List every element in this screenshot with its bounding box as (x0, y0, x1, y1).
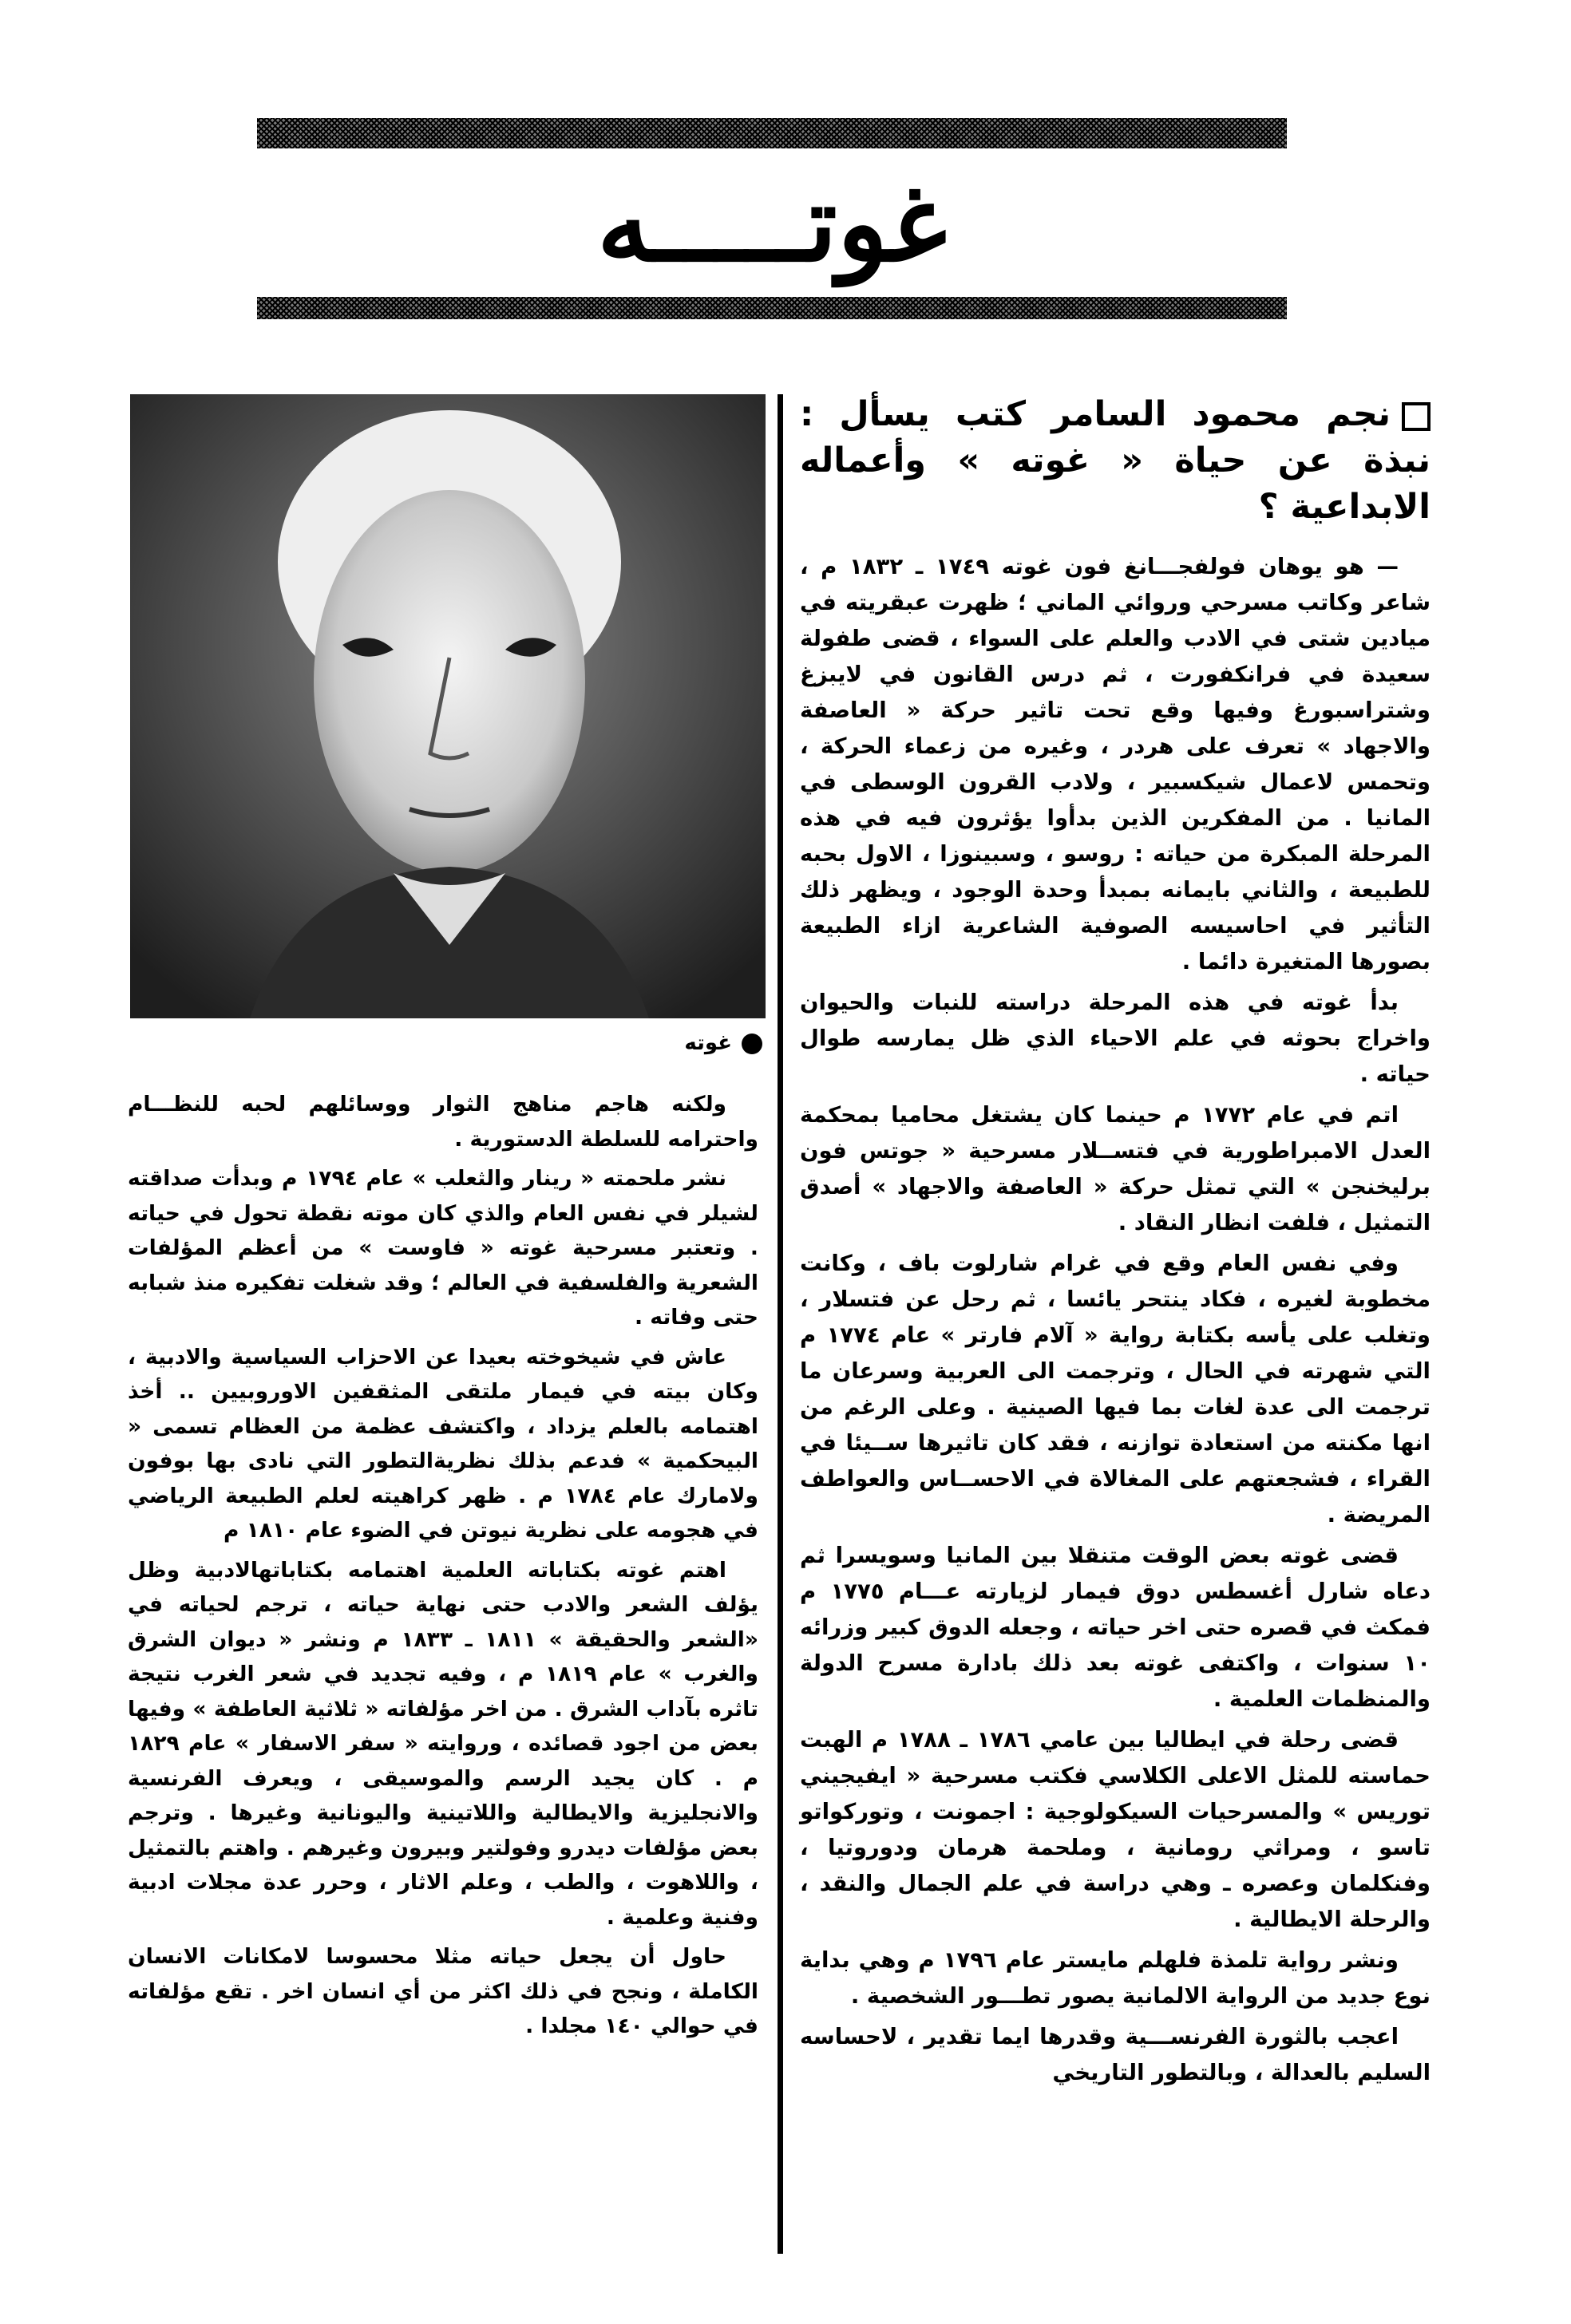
paragraph: اهتم غوته بكتاباته العلمية اهتمامه بكتاباتهالادبية وظل يؤلف الشعر والادب حتى نهاية حياته ، ترجم لحياته في «الشعر والحقيقة » ١٨١١ ـ ١٨٣٣ م ونشر « ديوان الشرق والغرب » عام ١٨١٩ م ، وفيه تجديد في شعر الغرب نتيجة تاثره بآداب الشرق . من اخر مؤلفاته « ثلاثية العاطفة » وفيها بعض من اجود قصائده ، وروايته « سفر الاسفار » عام ١٨٢٩ م . كان يجيد الرسم والموسيقى ، ويعرف الفرنسية والانجليزية والايطالية واللاتينية واليونانية وغيرها . وترجم بعض مؤلفات ديدرو وفولتير وبيرون وغيرهم . واهتم بالتمثيل ، واللاهوت ، والطب ، وعلم الاثار ، وحرر عدة مجلات ادبية وفنية وعلمية . (128, 1557, 758, 1930)
question-heading (800, 391, 1431, 530)
bullet-icon (742, 1034, 762, 1054)
right-body (800, 549, 1431, 2091)
paragraph: قضى غوته بعض الوقت متنقلا بين المانيا وسويسرا ثم دعاه شارل أغسطس دوق فيمار لزيارته عـــام ١٧٧٥ م فمكث في قصره حتى اخر حياته ، وجعله الدوق كبير وزرائه ١٠ سنوات ، واكتفى غوته بعد ذلك بادارة مسرح الدولة والمنظمات العلمية . (800, 1543, 1431, 1712)
article-right-column (800, 391, 1431, 2096)
left-body (128, 1087, 758, 2044)
paragraph: عاش في شيخوخته بعيدا عن الاحزاب السياسية والادبية ، وكان بيته في فيمار ملتقى المثقفين الاوروبيين .. أخذ اهتمامه بالعلم يزداد ، واكتشف عظمة من العظام تسمى « البيحكمية » فدعم بذلك نظريةالتطور التي نادى بها بوفون ولامارك عام ١٧٨٤ م . ظهر كراهيته لعلم الطبيعة الرياضي في هجومه على نظرية نيوتن في الضوء عام ١٨١٠ م (128, 1344, 758, 1543)
paragraph: نشر ملحمته « رينار والثعلب » عام ١٧٩٤ م وبدأت صداقته لشيلر في نفس العام والذي كان موته نقطة تحول في حياته . وتعتبر مسرحية غوته « فاوست » من أعظم المؤلفات الشعرية والفلسفية في العالم ؛ وقد شغلت تفكيره منذ شبابه حتى وفاته . (128, 1166, 758, 1330)
portrait-caption (559, 1023, 762, 1063)
paragraph: قضى رحلة في ايطاليا بين عامي ١٧٨٦ ـ ١٧٨٨ م الهبت حماسته للمثل الاعلى الكلاسي فكتب مسرحية « ايفيجيني توريس » والمسرحيات السيكولوجية : اجمونت ، وتوركواتو تاسو ، ومراثي رومانية ، وملحمة هرمان ودوروتيا ، وفنكلمان وعصره ـ وهي دراسة في علم الجمال والنقد ، والرحلة الايطالية . (800, 1727, 1431, 1932)
paragraph: بدأ غوته في هذه المرحلة دراسته للنبات والحيوان واخراج بحوثه في علم الاحياء الذي ظل يمارسه طوال حياته . (800, 990, 1431, 1087)
paragraph: اعجب بالثورة الفرنســـية وقدرها ايما تقدير ، لاحساسه السليم بالعدالة ، وبالتطور التاريخي (800, 2024, 1431, 2085)
paragraph: ونشر رواية تلمذة فلهلم مايستر عام ١٧٩٦ م وهي بداية نوع جديد من الرواية الالمانية يصور تطـــور الشخصية . (800, 1947, 1431, 2009)
paragraph: اتم في عام ١٧٧٢ م حينما كان يشتغل محاميا بمحكمة العدل الامبراطورية في فتســلار مسرحية « جوتس فون برليخنجن » التي تمثل حركة « العاصفة والاجهاد » أصدق التمثيل ، فلفت انظار النقاد . (800, 1102, 1431, 1235)
column-divider (778, 394, 783, 2254)
paragraph: ولكنه هاجم مناهج الثوار ووسائلهم لحبه للنظـــام واحترامه للسلطة الدستورية . (128, 1092, 758, 1152)
paragraph: حاول أن يجعل حياته مثلا محسوسا لامكانات الانسان الكاملة ، ونجح في ذلك اكثر من أي انسان اخر . تقع مؤلفاته في حوالي ١٤٠ مجلدا . (128, 1944, 758, 2038)
article-left-column (128, 1087, 758, 2049)
paragraph: — هو يوهان فولفجـــانغ فون غوته ١٧٤٩ ـ ١٨٣٢ م ، شاعر وكاتب مسرحي وروائي الماني ؛ ظهرت عبقريته في ميادين شتى في الادب والعلم على السواء ، قضى طفولة سعيدة في فرانكفورت ، ثم درس القانون في لايبزغ وشتراسبورغ وفيها وقع تحت تاثير حركة « العاصفة والاجهاد » تعرف على هردر ، وغيره من زعماء الحركة ، وتحمس لاعمال شيكسبير ، ولادب القرون الوسطى في المانيا . من المفكرين الذين بدأوا يؤثرون فيه في هذه المرحلة المبكرة من حياته : روسو ، وسبينوزا ، الاول بحبه للطبيعة ، والثاني بايمانه بمبدأ وحدة الوجود ، ويظهر ذلك التأثير في احاسيسه الصوفية الشاعرية ازاء الطبيعة بصورها المتغيرة دائما . (800, 554, 1431, 974)
title-band-bottom (257, 297, 1287, 319)
page-title: غوتـــــه (596, 162, 948, 286)
title-band-top (257, 118, 1287, 148)
goethe-portrait (130, 394, 766, 1018)
square-bullet-icon (1402, 402, 1431, 431)
portrait-illustration (130, 394, 766, 1018)
caption-text: غوته (684, 1031, 732, 1055)
paragraph: وفي نفس العام وقع في غرام شارلوت باف ، وكانت مخطوبة لغيره ، فكاد ينتحر يائسا ، ثم رحل عن فتسلار ، وتغلب على يأسه بكتابة رواية « آلام فارتر » عام ١٧٧٤ م التي شهرته في الحال ، وترجمت الى العربية وسرعان ما ترجمت الى عدة لغات بما فيها الصينية . وعلى الرغم من انها مكنته من استعادة توازنه ، فقد كان تاثيرها ســيئا في القراء ، فشجعتهم على المغالاة في الاحســاس والعواطف المريضة . (800, 1251, 1431, 1528)
question-heading-text: نجم محمود السامر كتب يسأل : نبذة عن حياة « غوته » وأعماله الابداعية ؟ (800, 394, 1431, 527)
